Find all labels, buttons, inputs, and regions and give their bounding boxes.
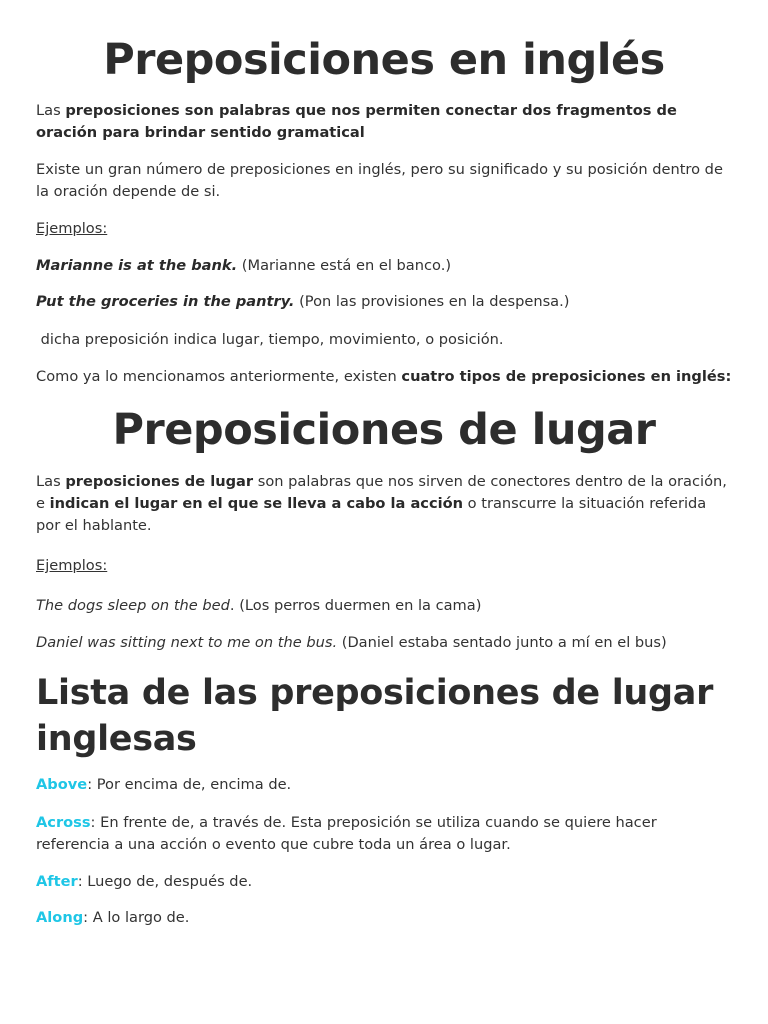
term-along: Along [36, 909, 84, 926]
list-item-above [36, 774, 732, 796]
lugar-example-2-english: Daniel was sitting next to me on the bus. [36, 634, 338, 651]
paragraph-indica: dicha preposición indica lugar, tiempo, movimiento, o posición. [36, 331, 504, 348]
lugar-intro-middle: son palabras que nos sirven de conectores dentro de la oración, e [36, 473, 727, 512]
lugar-example-2-spanish: (Daniel estaba sentado junto a mí en el bus) [337, 634, 667, 651]
term-above: Above [36, 776, 88, 793]
example-1 [36, 255, 732, 277]
definition-along: : A lo largo de. [83, 909, 190, 926]
intro-bold: preposiciones son palabras que nos permiten conectar dos fragmentos de oración para brindar sentido gramatical [36, 102, 677, 141]
examples-label-2: Ejemplos: [36, 557, 108, 574]
section-title-lista: Lista de las preposiciones de lugar inglesas [36, 673, 714, 759]
example-2-english: Put the groceries in the pantry. [36, 293, 295, 310]
list-item-across [36, 812, 732, 856]
lugar-intro-suffix: o transcurre la situación referida por el hablante. [36, 495, 707, 534]
definition-after: : Luego de, después de. [77, 873, 253, 890]
page-title: Preposiciones en inglés [103, 35, 665, 85]
definition-above: : Por encima de, encima de. [87, 776, 292, 793]
section-title-lugar: Preposiciones de lugar [112, 405, 656, 455]
cuatro-tipos-prefix: Como ya lo mencionamos anteriormente, existen [36, 368, 402, 385]
term-across: Across [36, 814, 91, 831]
intro-prefix: Las [36, 102, 66, 119]
definition-across: : En frente de, a través de. Esta preposición se utiliza cuando se quiere hacer referencia a una acción o evento que cubre toda un área o lugar. [36, 814, 657, 853]
lugar-example-1-spanish: . (Los perros duermen en la cama) [229, 597, 482, 614]
intro-paragraph [36, 100, 732, 144]
paragraph-cuatro-tipos [36, 366, 732, 388]
example-1-spanish: (Marianne está en el banco.) [237, 257, 452, 274]
example-1-english: Marianne is at the bank. [36, 257, 238, 274]
list-item-after [36, 871, 732, 893]
list-item-along [36, 907, 732, 929]
lugar-example-1-english: The dogs sleep on the bed [36, 597, 230, 614]
examples-label-1: Ejemplos: [36, 220, 108, 237]
example-2-spanish: (Pon las provisiones en la despensa.) [294, 293, 570, 310]
paragraph-significado: Existe un gran número de preposiciones en inglés, pero su significado y su posición dentro de la oración depende de si. [36, 161, 723, 200]
lugar-intro-paragraph [36, 471, 732, 537]
cuatro-tipos-bold: cuatro tipos de preposiciones en inglés: [401, 368, 732, 385]
lugar-intro-bold-2: indican el lugar en el que se lleva a cabo la acción [49, 495, 464, 512]
lugar-intro-bold-1: preposiciones de lugar [65, 473, 254, 490]
lugar-intro-prefix: Las [36, 473, 66, 490]
lugar-example-1 [36, 595, 732, 617]
example-2 [36, 291, 732, 313]
term-after: After [36, 873, 78, 890]
lugar-example-2 [36, 632, 732, 654]
